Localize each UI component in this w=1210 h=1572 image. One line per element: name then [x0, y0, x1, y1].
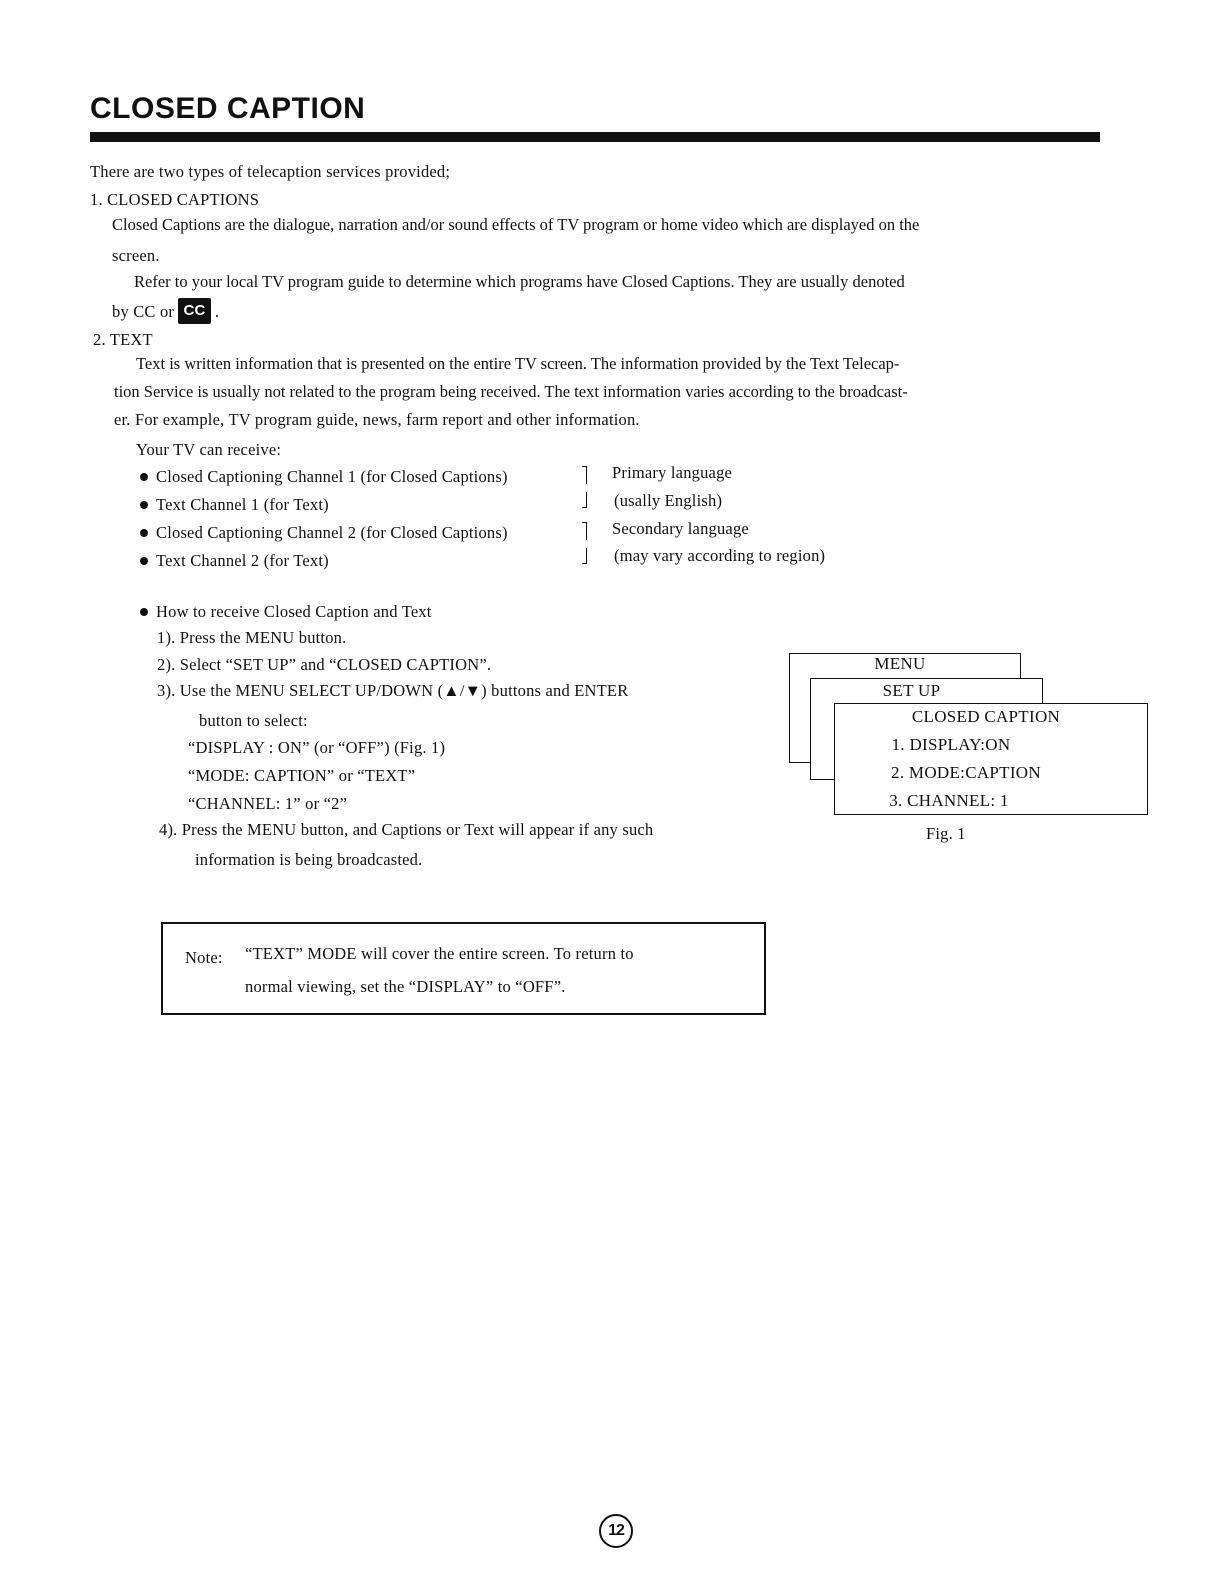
section1-heading: 1. CLOSED CAPTIONS — [90, 190, 260, 209]
section1-line4-suffix: . — [214, 301, 220, 321]
fig-closed-caption-window — [834, 703, 1148, 815]
howto-heading-text: How to receive Closed Caption and Text — [156, 602, 432, 621]
section2-line1: Text is written information that is presented on the entire TV screen. The information provided by the Text Telecap- — [136, 354, 900, 373]
fig-menu-title: MENU — [874, 654, 926, 673]
note-box — [161, 922, 766, 1015]
howto-option-mode: “MODE: CAPTION” or “TEXT” — [188, 766, 416, 785]
channel-item — [140, 495, 329, 515]
section1-line1: Closed Captions are the dialogue, narration and/or sound effects of TV program or home video which are displayed on the — [112, 215, 920, 234]
bracket-top-1 — [582, 466, 587, 484]
channel-note: Primary language — [612, 463, 733, 482]
channel-item — [140, 467, 508, 487]
channel-label: Closed Captioning Channel 1 (for Closed Captions) — [156, 467, 508, 486]
note-label: Note: — [185, 948, 223, 967]
howto-step2: 2). Select “SET UP” and “CLOSED CAPTION”. — [157, 655, 492, 674]
bullet-icon — [140, 529, 148, 537]
channel-note: Secondary language — [612, 519, 749, 538]
bracket-top-2 — [582, 522, 587, 540]
section2-line2: tion Service is usually not related to the program being received. The text information varies according to the broadcast- — [114, 382, 908, 401]
bullet-icon — [140, 501, 148, 509]
bullet-icon — [140, 608, 148, 616]
howto-step4: 4). Press the MENU button, and Captions or Text will appear if any such — [159, 820, 654, 839]
page-title: CLOSED CAPTION — [90, 92, 366, 125]
section1-line4-prefix: by CC or — [112, 301, 175, 321]
channel-label: Closed Captioning Channel 2 (for Closed Captions) — [156, 523, 508, 542]
channel-item — [140, 551, 329, 571]
fig-cc-title: CLOSED CAPTION — [911, 707, 1061, 726]
howto-step1: 1). Press the MENU button. — [157, 628, 347, 647]
page-number: 12 — [599, 1514, 633, 1548]
fig-setup-title: SET UP — [882, 681, 941, 700]
section1-line4 — [112, 300, 219, 326]
howto-option-display: “DISPLAY : ON” (or “OFF”) (Fig. 1) — [188, 738, 446, 757]
channel-note: (may vary according to region) — [614, 546, 826, 565]
section2-heading: 2. TEXT — [93, 330, 153, 349]
bracket-bottom-1 — [582, 492, 587, 508]
intro-text: There are two types of telecaption services provided; — [90, 162, 451, 181]
bullet-icon — [140, 557, 148, 565]
howto-heading — [140, 602, 432, 622]
fig-item-channel: 3. CHANNEL: 1 — [889, 791, 1009, 810]
howto-step3-cont: button to select: — [199, 711, 308, 730]
channel-label: Text Channel 2 (for Text) — [156, 551, 329, 570]
channel-label: Text Channel 1 (for Text) — [156, 495, 329, 514]
channel-item — [140, 523, 508, 543]
section2-receive: Your TV can receive: — [136, 440, 282, 459]
cc-symbol-icon: CC — [178, 298, 210, 324]
section1-line2: screen. — [112, 246, 160, 265]
title-rule — [90, 132, 1100, 142]
howto-step3: 3). Use the MENU SELECT UP/DOWN (▲/▼) buttons and ENTER — [157, 681, 629, 700]
section2-line3: er. For example, TV program guide, news, farm report and other information. — [114, 410, 640, 429]
fig-item-display: 1. DISPLAY:ON — [891, 735, 1011, 754]
channel-note: (usally English) — [614, 491, 723, 510]
fig-item-mode: 2. MODE:CAPTION — [891, 763, 1041, 782]
note-line1: “TEXT” MODE will cover the entire screen. To return to — [245, 944, 634, 963]
note-line2: normal viewing, set the “DISPLAY” to “OFF”. — [245, 977, 566, 996]
bracket-bottom-2 — [582, 548, 587, 564]
howto-option-channel: “CHANNEL: 1” or “2” — [188, 794, 348, 813]
fig-caption: Fig. 1 — [926, 824, 966, 843]
howto-step4-cont: information is being broadcasted. — [195, 850, 423, 869]
bullet-icon — [140, 473, 148, 481]
section1-line3: Refer to your local TV program guide to determine which programs have Closed Captions. They are usually denoted — [134, 272, 905, 291]
